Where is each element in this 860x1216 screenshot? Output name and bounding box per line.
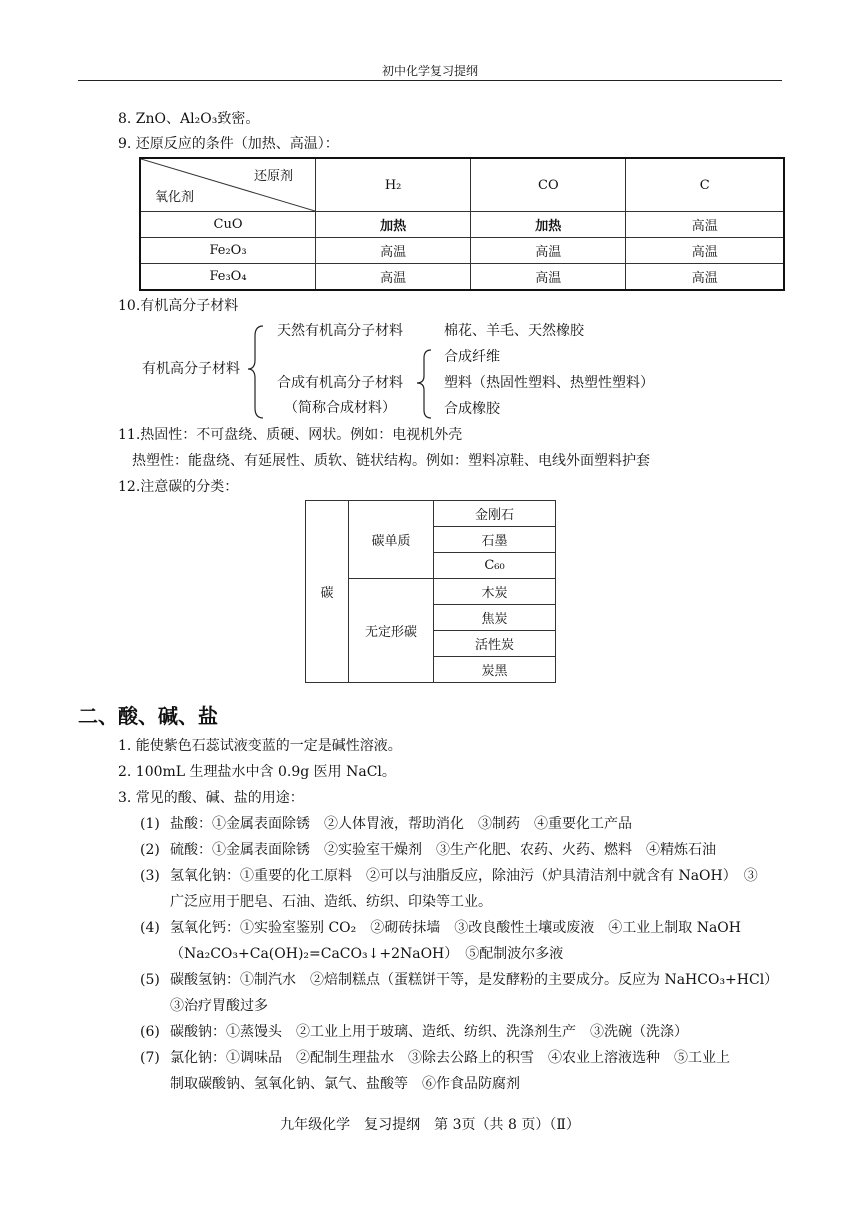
polymer-root: 有机高分子材料 [142, 361, 240, 377]
use-line: 广泛应用于肥皂、石油、造纸、纺织、印染等工业。 [170, 894, 492, 910]
carbon-item: 焦炭 [434, 605, 556, 631]
polymer-synthetic-note: （简称合成材料） [284, 400, 396, 416]
reduction-conditions-table [139, 157, 785, 291]
table-cell: 加热 [316, 212, 471, 238]
use-line: 盐酸：①金属表面除锈 ②人体胃液，帮助消化 ③制药 ④重要化工产品 [170, 816, 632, 832]
carbon-item: C₆₀ [434, 553, 556, 579]
carbon-group: 无定形碳 [349, 579, 434, 683]
corner-cell [140, 158, 316, 212]
table-cell: 高温 [626, 238, 784, 264]
carbon-root: 碳 [306, 501, 349, 683]
use-line: 硫酸：①金属表面除锈 ②实验室干燥剂 ③生产化肥、农药、火药、燃料 ④精炼石油 [170, 842, 716, 858]
section2-point-2: 2. 100mL 生理盐水中含 0.9g 医用 NaCl。 [118, 764, 396, 780]
table-cell: 高温 [316, 264, 471, 291]
carbon-item: 木炭 [434, 579, 556, 605]
polymer-synthetic-item: 塑料（热固性塑料、热塑性塑料） [444, 375, 654, 391]
carbon-classification-table [305, 500, 556, 683]
polymer-synthetic-item: 合成纤维 [444, 349, 500, 365]
table-cell: 加热 [471, 212, 626, 238]
item-11-thermoset: 11.热固性：不可盘绕、质硬、网状。例如：电视机外壳 [118, 427, 463, 443]
use-number: (5) [140, 972, 160, 988]
use-line: 氢氧化钠：①重要的化工原料 ②可以与油脂反应，除油污（炉具清洁剂中就含有 NaOH） ③ [170, 868, 758, 884]
table-cell: 高温 [316, 238, 471, 264]
use-line: （Na₂CO₃+Ca(OH)₂=CaCO₃↓+2NaOH） ⑤配制波尔多液 [170, 946, 564, 962]
corner-top-label: 还原剂 [253, 169, 293, 184]
use-line: ③治疗胃酸过多 [170, 998, 268, 1014]
use-number: (1) [140, 816, 160, 832]
table-cell: 高温 [471, 264, 626, 291]
polymer-synthetic-item: 合成橡胶 [444, 401, 500, 417]
use-line: 碳酸钠：①蒸馒头 ②工业上用于玻璃、造纸、纺织、洗涤剂生产 ③洗碗（洗涤） [170, 1024, 688, 1040]
row-label: Fe₃O₄ [140, 264, 316, 291]
use-line: 制取碳酸钠、氢氧化钠、氯气、盐酸等 ⑥作食品防腐剂 [170, 1076, 520, 1092]
item-8: 8. ZnO、Al₂O₃致密。 [118, 111, 260, 127]
use-number: (6) [140, 1024, 160, 1040]
carbon-item: 石墨 [434, 527, 556, 553]
use-number: (3) [140, 868, 160, 884]
use-line: 碳酸氢钠：①制汽水 ②焙制糕点（蛋糕饼干等，是发酵粉的主要成分。反应为 NaHCO₃+HCl） [170, 972, 779, 988]
left-brace-icon [414, 348, 434, 420]
carbon-group: 碳单质 [349, 501, 434, 579]
col-header: C [626, 158, 784, 212]
corner-bottom-label: 氧化剂 [155, 190, 195, 205]
page-header: 初中化学复习提纲 [381, 64, 478, 78]
section-title: 二、酸、碱、盐 [78, 704, 218, 728]
item-11-thermoplastic: 热塑性：能盘绕、有延展性、质软、链状结构。例如：塑料凉鞋、电线外面塑料护套 [132, 453, 650, 469]
table-cell: 高温 [626, 212, 784, 238]
table-row [140, 264, 784, 291]
header-rule [78, 80, 782, 81]
use-line: 氯化钠：①调味品 ②配制生理盐水 ③除去公路上的积雪 ④农业上溶液选种 ⑤工业上 [170, 1050, 730, 1066]
row-label: Fe₂O₃ [140, 238, 316, 264]
section2-point-1: 1. 能使紫色石蕊试液变蓝的一定是碱性溶液。 [118, 738, 402, 754]
col-header: CO [471, 158, 626, 212]
carbon-item: 炭黑 [434, 657, 556, 683]
item-12: 12.注意碳的分类： [118, 479, 239, 495]
table-row [140, 238, 784, 264]
use-number: (7) [140, 1050, 160, 1066]
item-10: 10.有机高分子材料 [118, 298, 239, 314]
use-number: (4) [140, 920, 160, 936]
table-cell: 高温 [626, 264, 784, 291]
left-brace-icon [246, 324, 266, 420]
section2-point-3: 3. 常见的酸、碱、盐的用途： [118, 790, 304, 806]
polymer-natural: 天然有机高分子材料 [277, 323, 403, 339]
use-number: (2) [140, 842, 160, 858]
table-cell: 高温 [471, 238, 626, 264]
table-row [140, 212, 784, 238]
polymer-synthetic: 合成有机高分子材料 [277, 375, 403, 391]
polymer-natural-examples: 棉花、羊毛、天然橡胶 [444, 323, 584, 339]
carbon-item: 金刚石 [434, 501, 556, 527]
col-header: H₂ [316, 158, 471, 212]
item-9: 9. 还原反应的条件（加热、高温）： [118, 136, 339, 152]
carbon-item: 活性炭 [434, 631, 556, 657]
row-label: CuO [140, 212, 316, 238]
page-footer: 九年级化学 复习提纲 第 3页（共 8 页）（Ⅱ） [280, 1117, 580, 1133]
use-line: 氢氧化钙：①实验室鉴别 CO₂ ②砌砖抹墙 ③改良酸性土壤或废液 ④工业上制取 NaOH [170, 920, 741, 936]
